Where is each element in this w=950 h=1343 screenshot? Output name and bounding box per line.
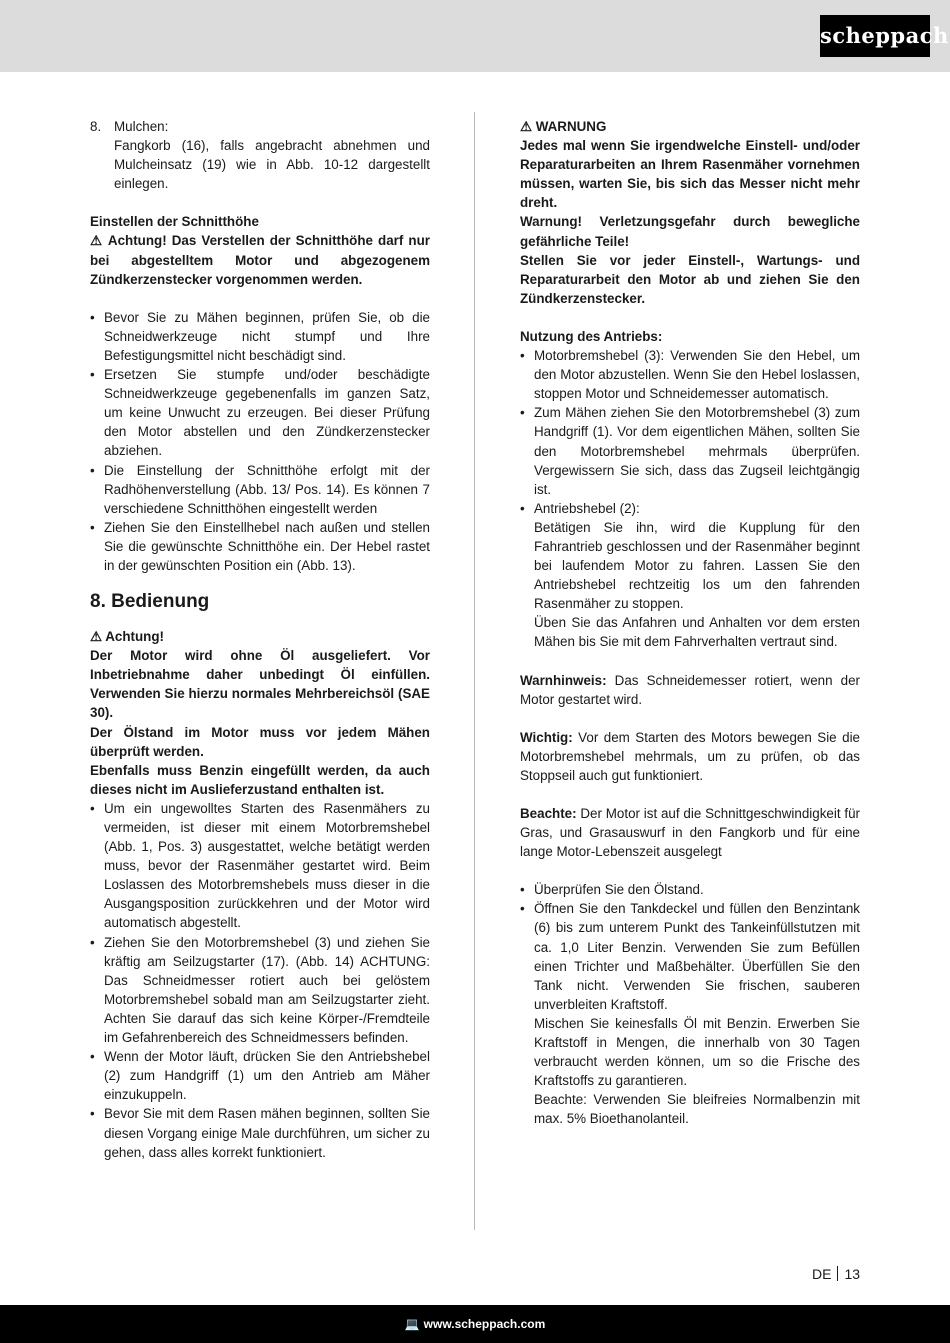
cut-height-warning: ⚠ Achtung! Das Verstellen der Schnitthöhe darf nur bei abgestelltem Motor und abgezogenem Zündkerzenstecker vorgenommen werden. <box>90 233 430 287</box>
list-item: • Bevor Sie mit dem Rasen mähen beginnen, sollten Sie diesen Vorgang einige Male durchführen, um sicher zu gehen, dass alles korrekt funktioniert. <box>90 1104 430 1161</box>
item-title: Mulchen: <box>114 119 169 134</box>
list-item-text: • Öffnen Sie den Tankdeckel und füllen den Benzintank (6) bis zum unterem Punkt des Tankeinfüllstutzen mit ca. 1,0 Liter Benzin. Verwenden Sie zum Befüllen einen Trichter und Maßbehälter. Überfüllen Sie den Tank nicht. Verwenden Sie frischen, sauberen unverbleiten Kraftstoff. <box>534 901 860 1012</box>
item-number: 8. <box>90 119 102 134</box>
section-title: 8. Bedienung <box>90 591 210 613</box>
list-item: • Zum Mähen ziehen Sie den Motorbremshebel (3) zum Handgriff (1). Vor dem eigentlichen Mähen, sollten Sie den Motorbremshebel mehrmals überprüfen. Vergewissern Sie sich, dass das Zugseil leichtgängig ist. <box>520 403 860 498</box>
item-text: Fangkorb (16), falls angebracht abnehmen und Mulcheinsatz (19) wie in Abb. 10-12 dargestellt einlegen. <box>114 138 430 192</box>
warning-heading: ⚠ WARNUNG <box>520 119 607 134</box>
cut-height-list <box>90 308 430 575</box>
page-lang: DE <box>812 1266 832 1282</box>
list-item-text: Beachte: Verwenden Sie bleifreies Normalbenzin mit max. 5% Bioethanolanteil. <box>534 1092 860 1127</box>
list-item-text: Betätigen Sie ihn, wird die Kupplung für den Fahrantrieb geschlossen und der Rasenmäher beginnt bei laufendem Motor zu fahren. Lassen Sie den Antriebshebel rechtzeitig los um den fahrenden Rasenmäher zu stoppen. <box>534 519 860 612</box>
list-item: • Ersetzen Sie stumpfe und/oder beschädigte Schneidwerkzeuge gegebenenfalls im ganzen Satz, um keine Unwucht zu erzeugen. Bei dieser Prüfung den Motor abstellen und den Zündkerzenstecker abziehen. <box>90 365 430 460</box>
cut-height-heading: Einstellen der Schnitthöhe <box>90 214 259 230</box>
footer-url[interactable]: www.scheppach.com <box>423 1317 546 1331</box>
note-wichtig: Wichtig: Vor dem Starten des Motors bewegen Sie die Motorbremshebel mehrmals, um zu prüfen, ob das Stoppseil auch gut funktioniert. <box>520 729 860 783</box>
operation-list <box>90 799 430 1162</box>
list-item: • Bevor Sie zu Mähen beginnen, prüfen Sie, ob die Schneidwerkzeuge nicht stumpf und Ihre Befestigungsmittel nicht beschädigt sind. <box>90 308 430 365</box>
warning-text: Warnung! Verletzungsgefahr durch bewegliche gefährliche Teile! <box>520 214 860 249</box>
right-column <box>520 117 860 1129</box>
left-column <box>90 117 430 1162</box>
warning-text: Jedes mal wenn Sie irgendwelche Einstell- und/oder Reparaturarbeiten an Ihrem Rasenmäher vornehmen müssen, warten Sie, bis sich das Messer nicht mehr dreht. <box>520 138 860 211</box>
list-item: • Die Einstellung der Schnitthöhe erfolgt mit der Radhöhenverstellung (Abb. 13/ Pos. 14). Es können 7 verschiedene Schnitthöhen eingestellt werden <box>90 461 430 518</box>
drive-list <box>520 346 860 652</box>
attention-text: Der Motor wird ohne Öl ausgeliefert. Vor Inbetriebnahme daher unbedingt Öl einfüllen. Verwenden Sie hierzu normales Mehrbereichsöl (SAE 30). <box>90 648 430 721</box>
fuel-list <box>520 880 860 1128</box>
header-band <box>0 0 950 72</box>
note-beachte: Beachte: Der Motor ist auf die Schnittgeschwindigkeit für Gras, und Grasauswurf in den Fangkorb und für eine lange Motor-Lebenszeit ausgelegt <box>520 806 860 860</box>
attention-text: Ebenfalls muss Benzin eingefüllt werden, da auch dieses nicht im Auslieferzustand enthalten ist. <box>90 762 430 797</box>
list-item-text: Üben Sie das Anfahren und Anhalten vor dem ersten Mähen bis Sie mit dem Fahrverhalten vertraut sind. <box>534 615 860 650</box>
page-number <box>812 1265 860 1283</box>
computer-icon: 💻 <box>404 1317 420 1331</box>
note-warnhinweis: Warnhinweis: Das Schneidemesser rotiert, wenn der Motor gestartet wird. <box>520 672 860 707</box>
list-item: • Wenn der Motor läuft, drücken Sie den Antriebshebel (2) zum Handgriff (1) um den Antrieb am Mäher einzukuppeln. <box>90 1047 430 1104</box>
drive-heading: Nutzung des Antriebs: <box>520 328 663 344</box>
list-item: • Motorbremshebel (3): Verwenden Sie den Hebel, um den Motor abzustellen. Wenn Sie den Hebel loslassen, stoppen Motor und Schneidemesser automatisch. <box>520 346 860 403</box>
list-item: • Ziehen Sie den Motorbremshebel (3) und ziehen Sie kräftig am Seilzugstarter (17). (Abb. 14) ACHTUNG: Das Schneidmesser rotiert auch bei gelöstem Motorbremshebel sobald man am Seilzugstarter zieht. Achten Sie darauf das sich keine Körper-/Fremdteile im Gefahrenbereich des Schneidmessers befinden. <box>90 933 430 1048</box>
list-item: • Um ein ungewolltes Starten des Rasenmähers zu vermeiden, ist dieser mit einem Motorbremshebel (Abb. 1, Pos. 3) ausgestattet, welche betätigt werden muss, bevor der Rasenmäher gestartet wird. Beim Loslassen des Motorbremshebels muss dieser in die Ausgangsposition zurückkehren und der Motor wird automatisch abgestellt. <box>90 799 430 933</box>
list-item-title: • Antriebshebel (2): <box>534 500 640 516</box>
list-item: • Ziehen Sie den Einstellhebel nach außen und stellen Sie die gewünschte Schnitthöhe ein. Der Hebel rastet in der gewünschten Position ein (Abb. 13). <box>90 518 430 575</box>
column-divider <box>474 112 475 1230</box>
list-item <box>520 899 860 1128</box>
attention-heading: ⚠ Achtung! <box>90 629 164 645</box>
warning-text: Stellen Sie vor jeder Einstell-, Wartungs- und Reparaturarbeit den Motor ab und ziehen Sie den Zündkerzenstecker. <box>520 252 860 306</box>
list-item <box>520 499 860 652</box>
list-item: • Überprüfen Sie den Ölstand. <box>520 880 860 899</box>
footer-bar <box>0 1305 950 1343</box>
list-item-text: Mischen Sie keinesfalls Öl mit Benzin. Erwerben Sie Kraftstoff in Mengen, die innerhalb von 30 Tagen verbraucht werden können, um so die Frische des Kraftstoffs zu garantieren. <box>534 1015 860 1089</box>
brand-logo: scheppach <box>820 15 930 57</box>
page-num-value: 13 <box>844 1266 861 1282</box>
item-mulchen <box>90 117 430 193</box>
attention-text: Der Ölstand im Motor muss vor jedem Mähen überprüft werden. <box>90 724 430 759</box>
